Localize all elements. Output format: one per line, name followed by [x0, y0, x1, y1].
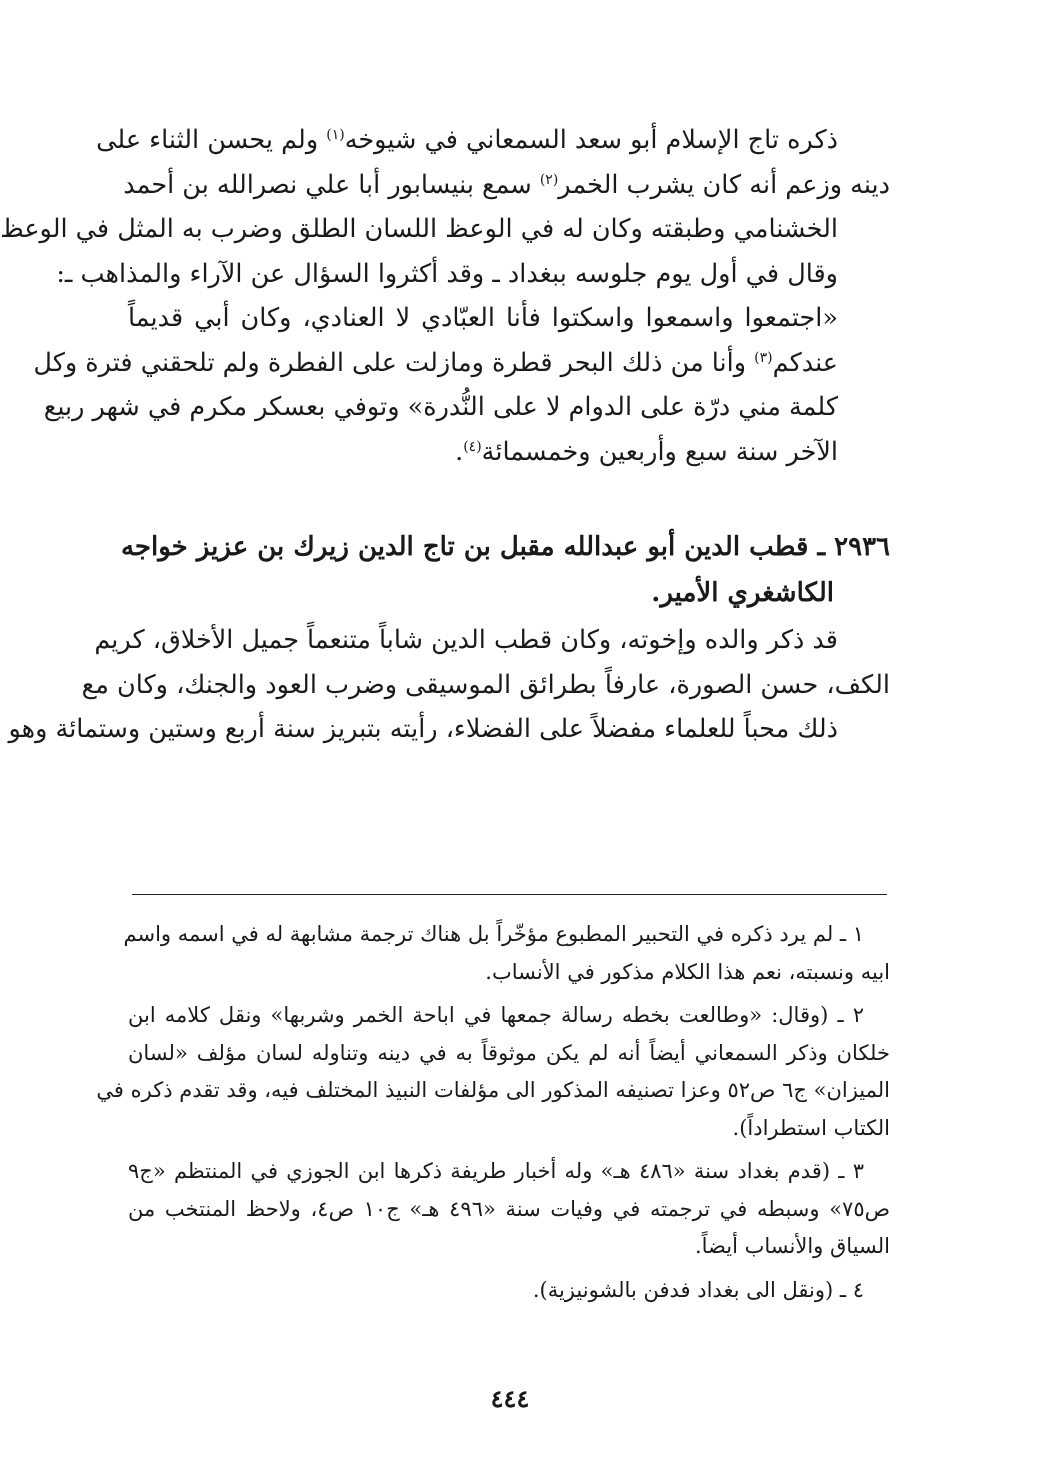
text-line: ذلك محباً للعلماء مفضلاً على الفضلاء، رأيته بتبريز سنة أربع وستين وستمائة وهو [8, 714, 838, 744]
text-line: «اجتمعوا واسمعوا واسكتوا فأنا العبّادي لا العنادي، وكان أبي قديماً [128, 303, 838, 333]
footnote-line: ابيه ونسبته، نعم هذا الكلام مذكور في الأنساب. [485, 959, 890, 984]
footnote-line: السياق والأنساب أيضاً. [694, 1234, 890, 1258]
text-line: الآخر سنة سبع وأربعين وخمسمائة$^{(٤)}$. [455, 436, 838, 467]
footnote-ref-4[interactable]: (٤) [463, 438, 482, 455]
footnote-1 [123, 916, 890, 991]
text-line: كلمة مني درّة على الدوام لا على النُّدرة» وتوفي بعسكر مكرم في شهر ربيع [43, 392, 838, 422]
footnote-divider [132, 894, 887, 895]
text-line: دينه وزعم أنه كان يشرب الخمر$^{(٢)}$ سمع بنيسابور أبا علي نصرالله بن أحمد [123, 169, 890, 200]
footnote-line: الميزان» ج٦ ص٥٢ وعزا تصنيفه المذكور الى مؤلفات النبيذ المختلف فيه، وقد تقدم ذكره في [96, 1078, 890, 1102]
footnote-line: الكتاب استطراداً). [732, 1115, 890, 1140]
entry-paragraph [8, 618, 890, 752]
text-line: الكف، حسن الصورة، عارفاً بطرائق الموسيقى وضرب العود والجنك، وكان مع [81, 669, 890, 700]
footnote-3 [128, 1153, 890, 1266]
footnote-4 [128, 1272, 890, 1310]
text-line: الخشنامي وطبقته وكان له في الوعظ اللسان الطلق وضرب به المثل في الوعظ [0, 214, 838, 244]
page-number: ٤٤٤ [490, 1384, 530, 1413]
footnote-2 [96, 997, 890, 1147]
text-line: وقال في أول يوم جلوسه ببغداد ـ وقد أكثروا السؤال عن الآراء والمذاهب ـ: [56, 258, 838, 289]
entry-heading [120, 524, 890, 616]
footnote-line: ص٧٥» وسبطه في ترجمته في وفيات سنة «٤٩٦ هـ» ج١٠ ص٤، ولاحظ المنتخب من [128, 1196, 890, 1221]
entry-heading-line: ٢٩٣٦ ـ قطب الدين أبو عبدالله مقبل بن تاج الدين زيرك بن عزيز خواجه [120, 532, 890, 562]
text-line: عندكم$^{(٣)}$ وأنا من ذلك البحر قطرة ومازلت على الفطرة ولم تلحقني فترة وكل [33, 347, 838, 378]
text-line: ذكره تاج الإسلام أبو سعد السمعاني في شيوخه$^{(١)}$ ولم يحسن الثناء على [96, 125, 838, 155]
page-body [0, 118, 890, 752]
text-line: قد ذكر والده وإخوته، وكان قطب الدين شاباً متنعماً جميل الأخلاق، كريم [94, 625, 838, 655]
footnote-ref-2[interactable]: (٢) [539, 171, 559, 188]
footnote-line: ٢ ـ (وقال: «وطالعت بخطه رسالة جمعها في اباحة الخمر وشربها» ونقل كلامه ابن [128, 1003, 864, 1027]
continuation-paragraph [0, 118, 890, 474]
footnote-line: ١ ـ لم يرد ذكره في التحبير المطبوع مؤخّراً بل هناك ترجمة مشابهة له في اسمه واسم [123, 922, 864, 946]
footnote-line: خلكان وذكر السمعاني أيضاً أنه لم يكن موثوقاً به في دينه وتناوله لسان مؤلف «لسان [128, 1040, 890, 1065]
footnote-line: ٣ ـ (قدم بغداد سنة «٤٨٦ هـ» وله أخبار طريفة ذكرها ابن الجوزي في المنتظم «ج٩ [128, 1159, 864, 1183]
section-gap [128, 474, 890, 524]
footnotes [96, 916, 890, 1315]
footnote-line: ٤ ـ (ونقل الى بغداد فدفن بالشونيزية). [532, 1277, 864, 1302]
footnote-ref-3[interactable]: (٣) [754, 349, 773, 366]
entry-heading-line: الكاشغري الأمير. [651, 578, 834, 608]
footnote-ref-1[interactable]: (١) [326, 127, 345, 143]
